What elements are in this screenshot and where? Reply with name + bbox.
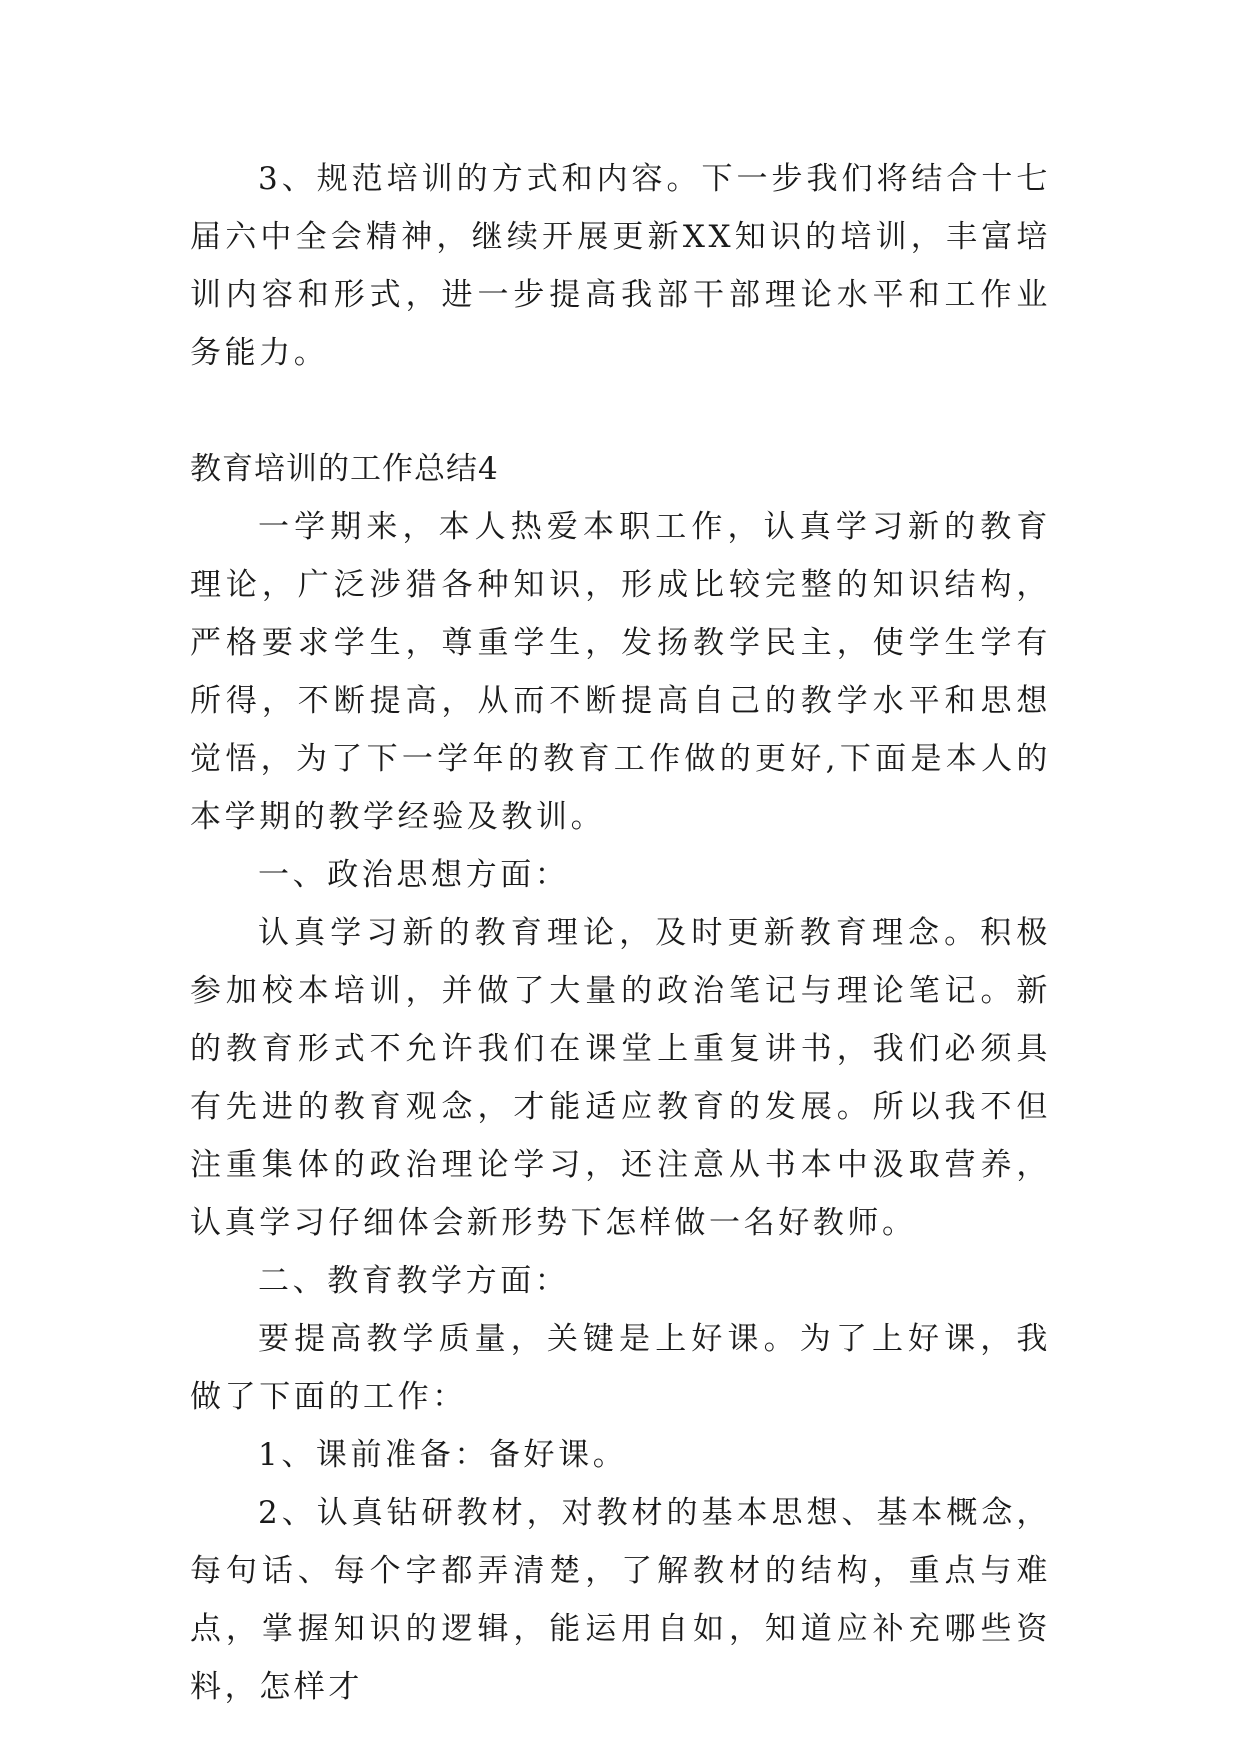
section-heading: 教育培训的工作总结4: [190, 451, 499, 487]
section-spacer: [190, 382, 1051, 440]
paragraph-political-thought: 认真学习新的教育理论，及时更新教育理念。积极参加校本培训，并做了大量的政治笔记与理论笔记。新的教育形式不允许我们在课堂上重复讲书，我们必须具有先进的教育观念，才能适应教育的发展。所以我不但注重集体的政治理论学习，还注意从书本中汲取营养，认真学习仔细体会新形势下怎样做一名好教师。: [190, 915, 1051, 1241]
paragraph-teaching-quality: 要提高教学质量，关键是上好课。为了上好课，我做了下面的工作：: [190, 1321, 1051, 1415]
subheading-political-thought: 一、政治思想方面：: [258, 857, 570, 893]
list-item-lesson-prep: 1、课前准备：备好课。: [258, 1437, 628, 1473]
list-item-study-materials: 2、认真钻研教材，对教材的基本思想、基本概念，每句话、每个字都弄清楚，了解教材的结构，重点与难点，掌握知识的逻辑，能运用自如，知道应补充哪些资料，怎样才: [190, 1495, 1051, 1705]
subheading-teaching: 二、教育教学方面：: [258, 1263, 570, 1299]
paragraph-training-methods: 3、规范培训的方式和内容。下一步我们将结合十七届六中全会精神，继续开展更新XX知识的培训，丰富培训内容和形式，进一步提高我部干部理论水平和工作业务能力。: [190, 161, 1051, 371]
paragraph-intro: 一学期来，本人热爱本职工作，认真学习新的教育理论，广泛涉猎各种知识，形成比较完整的知识结构，严格要求学生，尊重学生，发扬教学民主，使学生学有所得，不断提高，从而不断提高自己的教学水平和思想觉悟，为了下一学年的教育工作做的更好,下面是本人的本学期的教学经验及教训。: [190, 509, 1051, 835]
